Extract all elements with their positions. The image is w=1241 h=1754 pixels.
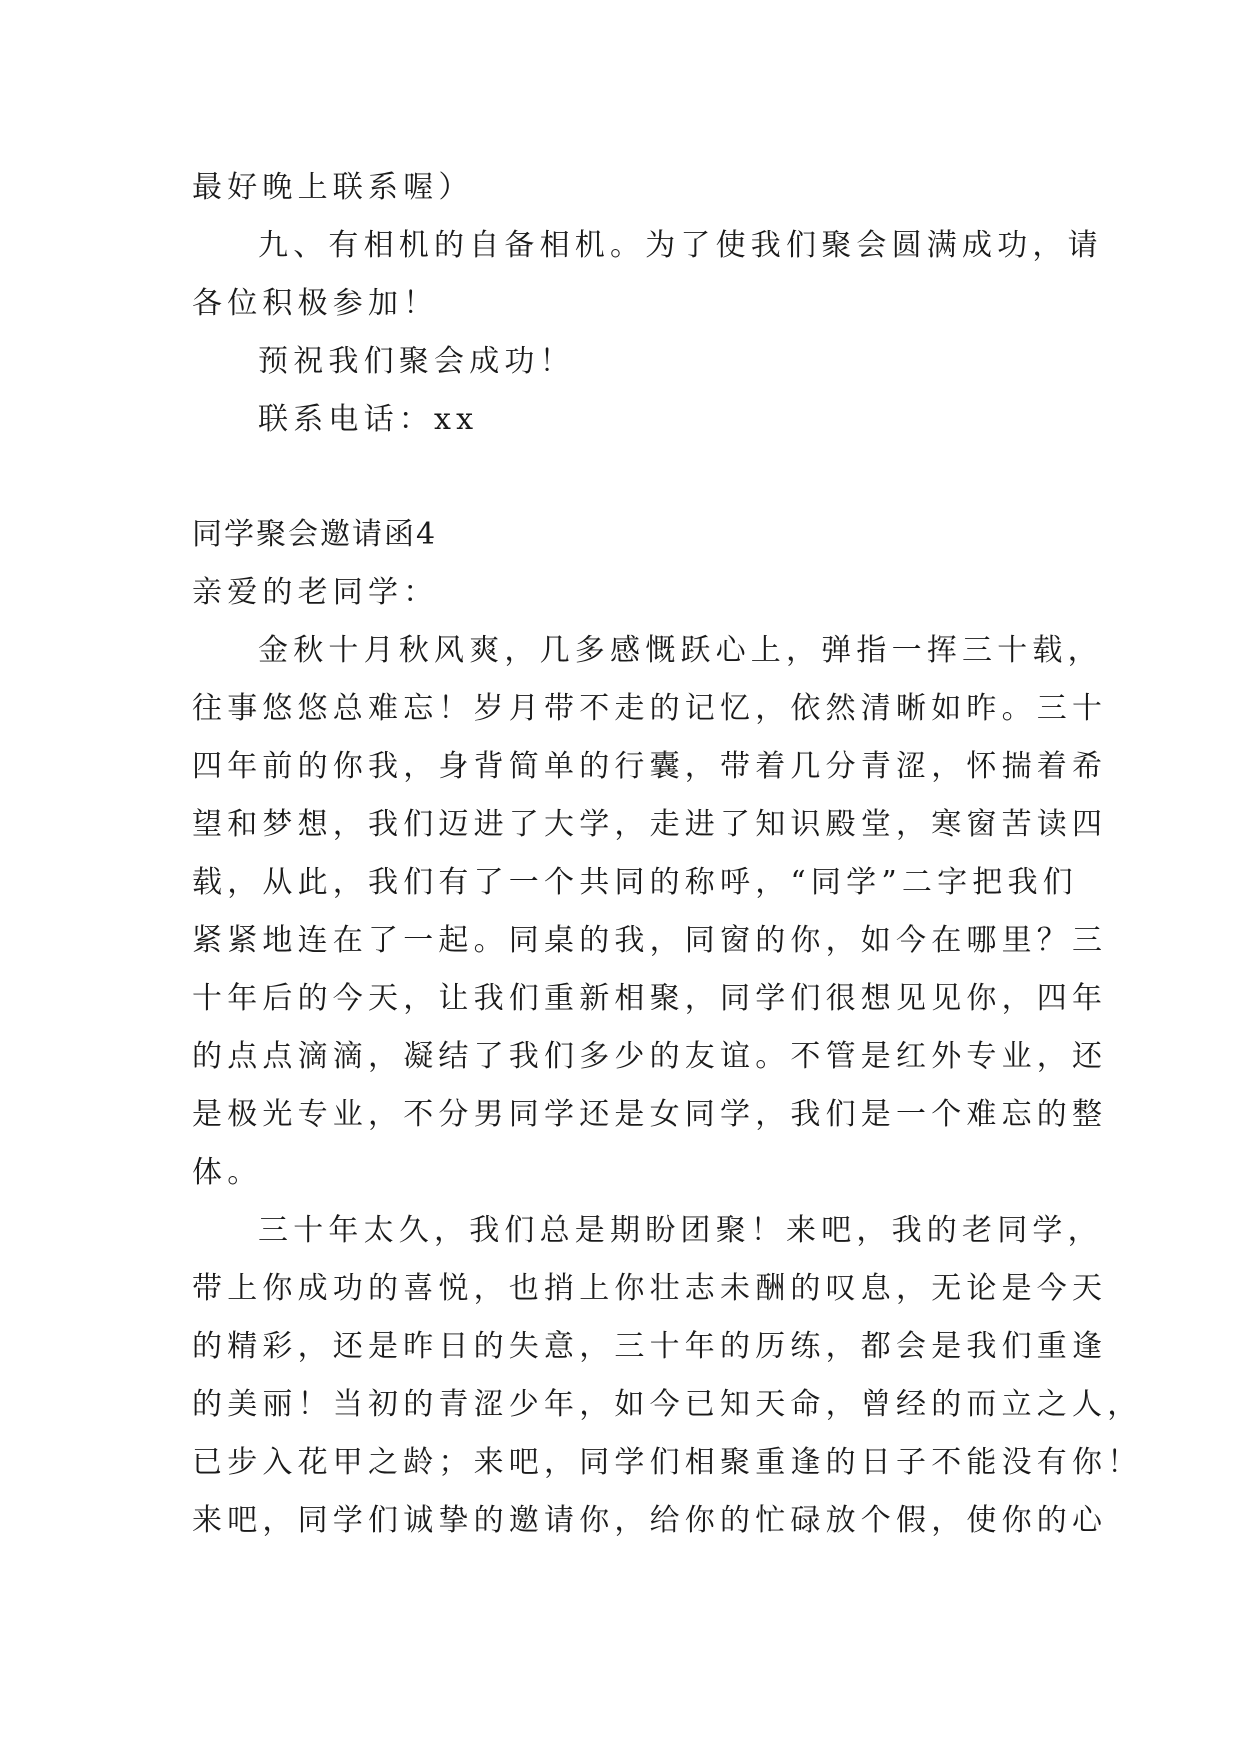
paragraph-line: 紧紧地连在了一起。同桌的我，同窗的你，如今在哪里？三: [192, 923, 1108, 958]
paragraph-line: 已步入花甲之龄；来吧，同学们相聚重逢的日子不能没有你！: [192, 1445, 1143, 1480]
greeting-line: 亲爱的老同学：: [192, 575, 439, 610]
paragraph-line: 的精彩，还是昨日的失意，三十年的历练，都会是我们重逢: [192, 1329, 1108, 1364]
text-line: 九、有相机的自备相机。为了使我们聚会圆满成功，请: [258, 228, 1103, 263]
paragraph-line: 的点点滴滴，凝结了我们多少的友谊。不管是红外专业，还: [192, 1039, 1108, 1074]
section-title: 同学聚会邀请函4: [192, 517, 438, 552]
paragraph-line: 带上你成功的喜悦，也捎上你壮志未酬的叹息，无论是今天: [192, 1271, 1108, 1306]
paragraph-line: 望和梦想，我们迈进了大学，走进了知识殿堂，寒窗苦读四: [192, 807, 1108, 842]
paragraph-line: 往事悠悠总难忘！岁月带不走的记忆，依然清晰如昨。三十: [192, 691, 1108, 726]
paragraph-line: 四年前的你我，身背简单的行囊，带着几分青涩，怀揣着希: [192, 749, 1108, 784]
text-line: 预祝我们聚会成功！: [258, 344, 575, 379]
paragraph-line: 的美丽！当初的青涩少年，如今已知天命，曾经的而立之人，: [192, 1387, 1143, 1422]
text-line: 最好晚上联系喔）: [192, 170, 474, 205]
paragraph-line: 来吧，同学们诚挚的邀请你，给你的忙碌放个假，使你的心: [192, 1503, 1108, 1538]
paragraph-line: 金秋十月秋风爽，几多感慨跃心上，弹指一挥三十载，: [258, 633, 1103, 668]
paragraph-line: 体。: [192, 1155, 263, 1190]
paragraph-line: 十年后的今天，让我们重新相聚，同学们很想见见你，四年: [192, 981, 1108, 1016]
contact-phone-line: 联系电话：xx: [258, 402, 479, 437]
paragraph-line: 三十年太久，我们总是期盼团聚！来吧，我的老同学，: [258, 1213, 1103, 1248]
paragraph-line: 是极光专业，不分男同学还是女同学，我们是一个难忘的整: [192, 1097, 1108, 1132]
paragraph-line: 载，从此，我们有了一个共同的称呼，“同学”二字把我们: [192, 865, 1078, 900]
text-line: 各位积极参加！: [192, 286, 439, 321]
